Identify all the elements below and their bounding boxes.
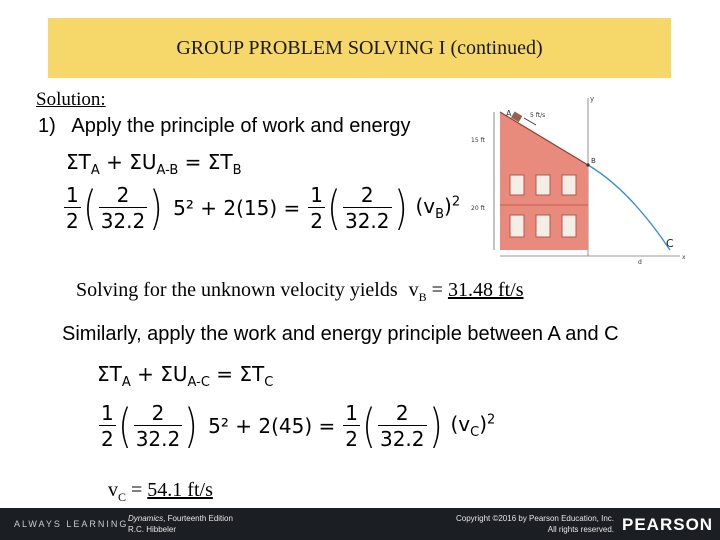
window xyxy=(562,175,576,195)
left-paren: ( xyxy=(117,399,132,453)
window xyxy=(562,215,576,237)
fraction-half: $\frac{1}{2}$ xyxy=(345,401,359,451)
equation-middle: 5² + 2(45) = xyxy=(208,414,336,438)
label-15ft: 15 ft xyxy=(471,137,485,144)
left-paren: ( xyxy=(327,181,341,235)
sum-t-symbol: ΣT xyxy=(66,150,91,174)
velocity-b-intro: Solving for the unknown velocity yields xyxy=(76,279,398,301)
fraction-half: $\frac{1}{2}$ xyxy=(66,183,79,233)
label-d: d xyxy=(638,259,642,266)
energy-balance-ac xyxy=(97,362,273,390)
velocity-b-var: v xyxy=(408,279,419,301)
trajectory-path xyxy=(588,165,670,250)
footer-bar xyxy=(0,508,720,540)
fraction-half: $\frac{1}{2}$ xyxy=(310,183,324,233)
title-bar xyxy=(48,18,671,78)
trajectory-figure xyxy=(470,90,690,270)
copyright-line-2: All rights reserved. xyxy=(547,525,614,534)
point-b xyxy=(586,163,589,166)
book-author: R.C. Hibbeler xyxy=(128,525,177,534)
velocity-b-eq: = xyxy=(426,279,448,301)
equation-ac xyxy=(99,399,496,453)
velocity-b-value: 31.48 ft/s xyxy=(447,279,524,301)
energy-balance-ab xyxy=(66,150,242,178)
sum-t-symbol: ΣT xyxy=(207,150,233,174)
copyright-line-1: Copyright ©2016 by Pearson Education, Inc. xyxy=(456,514,614,523)
equals-sign: = xyxy=(209,362,240,386)
right-paren: ) xyxy=(149,181,163,235)
label-speed: 5 ft/s xyxy=(530,112,546,119)
right-paren: ) xyxy=(428,399,443,453)
subscript-ac: A-C xyxy=(187,375,210,390)
step-1 xyxy=(38,115,410,138)
fraction-mass: $\frac{2}{32.2}$ xyxy=(344,183,390,233)
subscript-ab: A-B xyxy=(156,163,179,178)
sum-u-symbol: ΣU xyxy=(129,150,157,174)
fraction-mass: $\frac{2}{32.2}$ xyxy=(379,401,425,451)
left-paren: ( xyxy=(82,181,97,235)
label-a: A xyxy=(506,109,512,118)
always-learning: ALWAYS LEARNING xyxy=(14,519,129,529)
window xyxy=(536,175,550,195)
label-20ft: 20 ft xyxy=(471,205,485,212)
velocity-b-result xyxy=(76,279,524,305)
velocity-c-value: 54.1 ft/s xyxy=(147,479,213,501)
equation-ab xyxy=(64,181,461,235)
solution-heading: Solution: xyxy=(36,89,106,110)
book-edition: , Fourteenth Edition xyxy=(163,514,233,523)
sum-u-symbol: ΣU xyxy=(160,362,188,386)
plus-sign: + xyxy=(99,150,130,174)
velocity-term-c: $(v_C)^2$ xyxy=(450,412,496,440)
label-b: B xyxy=(591,157,596,165)
sum-t-symbol: ΣT xyxy=(97,362,122,386)
velocity-term-b: $(v_B)^2$ xyxy=(415,194,461,222)
sum-t-symbol: ΣT xyxy=(239,362,265,386)
label-y: y xyxy=(590,95,595,103)
label-x: x xyxy=(682,254,686,261)
window xyxy=(510,215,524,237)
left-paren: ( xyxy=(362,399,376,453)
step-1-text: Apply the principle of work and energy xyxy=(71,115,411,137)
subscript-a: A xyxy=(90,163,100,178)
slide-title: GROUP PROBLEM SOLVING I (continued) xyxy=(176,37,543,59)
fraction-mass: $\frac{2}{32.2}$ xyxy=(135,401,181,451)
velocity-arrow xyxy=(524,118,536,125)
book-title: Dynamics xyxy=(128,514,164,523)
similarly-text: Similarly, apply the work and energy principle between A and C xyxy=(62,323,619,345)
fraction-mass: $\frac{2}{32.2}$ xyxy=(100,183,146,233)
velocity-c-result xyxy=(108,479,213,505)
equals-sign: = xyxy=(178,150,208,174)
velocity-c-var: v xyxy=(108,479,118,501)
plus-sign: + xyxy=(130,362,161,386)
subscript-a: A xyxy=(121,375,131,390)
book-info xyxy=(128,514,233,523)
fraction-half: $\frac{1}{2}$ xyxy=(101,401,114,451)
right-paren: ) xyxy=(184,399,198,453)
pearson-logo: PEARSON xyxy=(622,515,714,534)
velocity-c-eq: = xyxy=(126,479,148,501)
velocity-b-sub: B xyxy=(418,290,427,304)
label-c: C xyxy=(666,237,674,250)
velocity-c-sub: C xyxy=(118,490,127,504)
equation-middle: 5² + 2(15) = xyxy=(173,196,301,220)
step-1-number: 1) xyxy=(38,115,56,137)
subscript-c: C xyxy=(264,375,274,390)
right-paren: ) xyxy=(393,181,408,235)
window xyxy=(510,175,524,195)
subscript-b: B xyxy=(232,163,242,178)
window xyxy=(536,215,550,237)
